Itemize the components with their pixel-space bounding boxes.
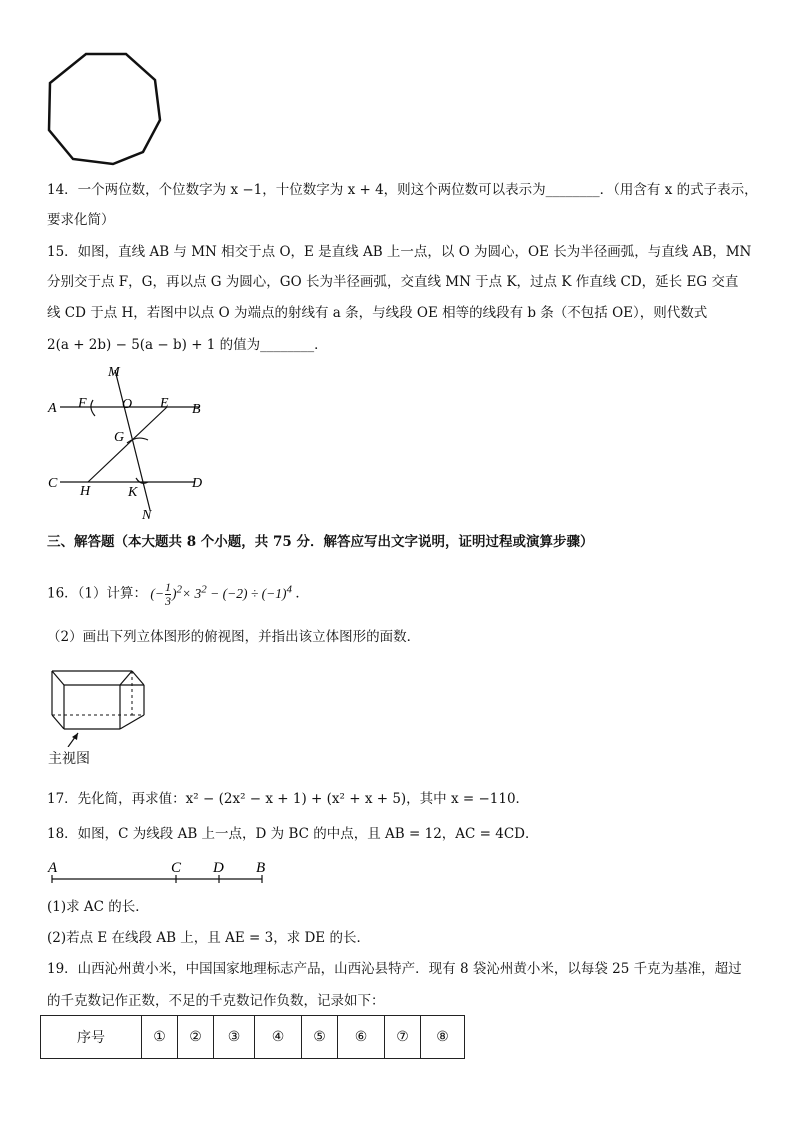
q16-part1: 16．（1）计算： (− $\frac{1}{3}$ )$^2\times 3^2 - (-2) \div (-1)^4$ ． [47,579,309,608]
label-d: D [192,476,203,491]
q16-part2: （2）画出下列立体图形的俯视图，并指出该立体图形的面数． [47,629,421,645]
arc-f [91,400,95,416]
q14-line1: 14．一个两位数，个位数字为 x −1，十位数字为 x + 4，则这个两位数可以表示为________．（用含有 x 的式子表示， [47,182,758,198]
label-m: M [108,365,120,380]
q19-line2: 的千克数记作正数，不足的千克数记作负数，记录如下： [47,993,385,1009]
table-header-cell: 序号 [41,1016,142,1059]
q14-line2: 要求化简） [47,212,115,228]
front-view-label: 主视图 [48,751,90,767]
q15-line2: 分别交于点 F，G，再以点 G 为圆心，GO 长为半径画弧，交直线 MN 于点 K，过点 K 作直线 CD，延长 EG 交直 [47,274,739,290]
label-h: H [80,484,91,499]
q17-text: 17．先化简，再求值：x² − (2x² − x + 1) + (x² + x + 5)，其中 x = −110． [47,791,530,807]
seg-label-c: C [171,860,182,876]
seg-label-d: D [213,860,224,876]
seg-label-a: A [48,860,58,876]
table-cell: ② [178,1016,214,1059]
table-cell: ⑧ [421,1016,465,1059]
label-g: G [114,430,125,445]
q18-text: 18．如图，C 为线段 AB 上一点，D 为 BC 的中点，且 AB = 12，AC = 4CD． [47,826,539,842]
q15-line3: 线 CD 于点 H，若图中以点 O 为端点的射线有 a 条，与线段 OE 相等的线段有 b 条（不包括 OE），则代数式 [47,305,708,321]
table-cell: ④ [255,1016,302,1059]
q19-line1: 19．山西沁州黄小米，中国国家地理标志产品，山西沁县特产．现有 8 袋沁州黄小米，以每袋 25 千克为基准，超过 [47,961,742,977]
table-cell: ⑤ [302,1016,338,1059]
label-e: E [160,396,169,411]
table-cell: ③ [214,1016,255,1059]
q15-line4: 2(a + 2b) − 5(a − b) + 1 的值为________． [47,337,328,353]
nonagon-figure [40,50,170,170]
section-3-heading: 三、解答题（本大题共 8 个小题，共 75 分．解答应写出文字说明，证明过程或演算步骤） [47,534,594,550]
label-k: K [128,485,138,500]
seg-label-b: B [256,860,266,876]
label-o: O [122,397,133,412]
q19-record-table [40,1015,465,1059]
hexagonal-prism-figure [46,657,156,747]
q18-part1: (1)求 AC 的长． [47,899,149,915]
q18-segment-figure [44,855,274,890]
label-n: N [142,508,152,523]
label-f: F [78,396,87,411]
q15-line1: 15．如图，直线 AB 与 MN 相交于点 O，E 是直线 AB 上一点，以 O 为圆心，OE 长为半径画弧，与直线 AB，MN [47,244,752,260]
q18-part2: (2)若点 E 在线段 AB 上，且 AE = 3，求 DE 的长． [47,930,370,946]
label-b: B [192,402,201,417]
q15-geometry-figure [40,360,220,525]
table-cell: ① [142,1016,178,1059]
table-cell: ⑥ [338,1016,385,1059]
table-row [41,1016,465,1059]
table-cell: ⑦ [385,1016,421,1059]
label-a: A [48,401,57,416]
label-c: C [48,476,58,491]
